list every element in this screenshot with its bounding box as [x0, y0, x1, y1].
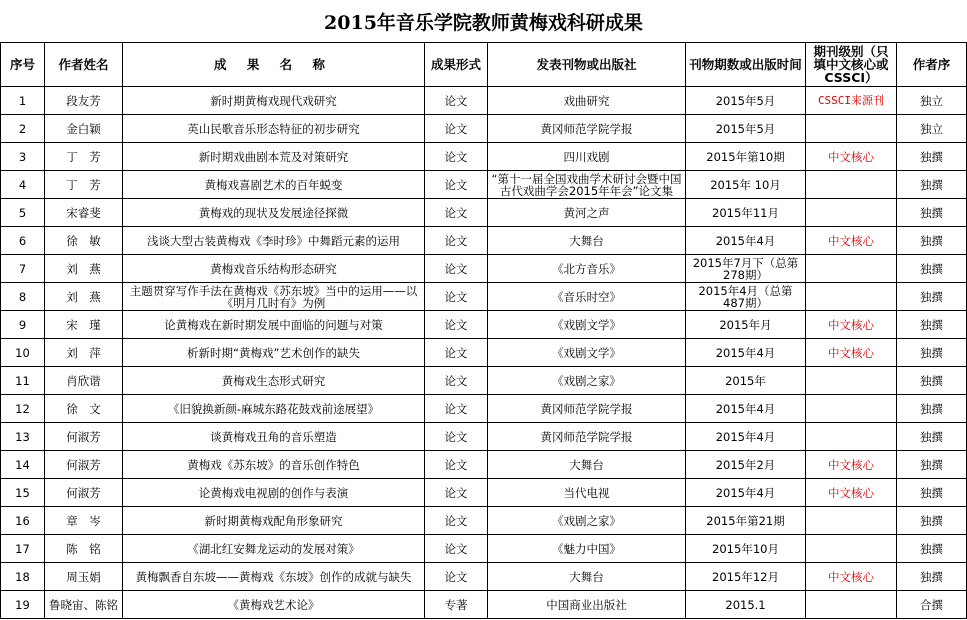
cell-level — [806, 507, 897, 535]
cell-author: 徐 文 — [45, 395, 123, 423]
cell-no: 17 — [1, 535, 45, 563]
cell-no: 12 — [1, 395, 45, 423]
cell-order: 独撰 — [897, 395, 967, 423]
cell-result: 新时期黄梅戏现代戏研究 — [123, 87, 425, 115]
cell-order: 独撰 — [897, 423, 967, 451]
cell-order: 独撰 — [897, 451, 967, 479]
cell-order: 独撰 — [897, 171, 967, 199]
cell-form: 论文 — [425, 563, 488, 591]
cell-level — [806, 255, 897, 283]
cell-date: 2015年第10期 — [686, 143, 806, 171]
cell-form: 论文 — [425, 255, 488, 283]
cell-form: 论文 — [425, 339, 488, 367]
table-row — [1, 227, 967, 255]
cell-level: CSSCI来源刊 — [806, 87, 897, 115]
cell-date: 2015年4月 — [686, 339, 806, 367]
sheet-title: 2015年音乐学院教师黄梅戏科研成果 — [0, 0, 967, 43]
cell-date: 2015年7月下（总第278期） — [686, 255, 806, 283]
cell-publication: 《戏剧之家》 — [488, 507, 686, 535]
table-row — [1, 423, 967, 451]
cell-date: 2015年4月 — [686, 423, 806, 451]
cell-form: 论文 — [425, 507, 488, 535]
cell-level — [806, 283, 897, 311]
cell-result: 析新时期“黄梅戏”艺术创作的缺失 — [123, 339, 425, 367]
cell-result: 黄梅戏生态形式研究 — [123, 367, 425, 395]
table-row — [1, 563, 967, 591]
cell-author: 何淑芳 — [45, 451, 123, 479]
cell-result: 新时期黄梅戏配角形象研究 — [123, 507, 425, 535]
cell-no: 6 — [1, 227, 45, 255]
cell-publication: 黄冈师范学院学报 — [488, 423, 686, 451]
header-author: 作者姓名 — [45, 43, 123, 87]
cell-result: 论黄梅戏电视剧的创作与表演 — [123, 479, 425, 507]
table-row — [1, 199, 967, 227]
cell-result: 谈黄梅戏丑角的音乐塑造 — [123, 423, 425, 451]
cell-form: 专著 — [425, 591, 488, 619]
cell-order: 独撰 — [897, 507, 967, 535]
cell-publication: 大舞台 — [488, 227, 686, 255]
table-row — [1, 591, 967, 619]
cell-level: 中文核心 — [806, 339, 897, 367]
cell-date: 2015年月 — [686, 311, 806, 339]
cell-result: 《旧貌换新颜-麻城东路花鼓戏前途展望》 — [123, 395, 425, 423]
cell-form: 论文 — [425, 115, 488, 143]
table-row — [1, 87, 967, 115]
header-date: 刊物期数或出版时间 — [686, 43, 806, 87]
cell-author: 金白颖 — [45, 115, 123, 143]
cell-form: 论文 — [425, 199, 488, 227]
cell-result: 黄梅戏《苏东坡》的音乐创作特色 — [123, 451, 425, 479]
cell-level — [806, 395, 897, 423]
cell-no: 1 — [1, 87, 45, 115]
table-row — [1, 395, 967, 423]
cell-no: 8 — [1, 283, 45, 311]
cell-form: 论文 — [425, 479, 488, 507]
cell-publication: 《北方音乐》 — [488, 255, 686, 283]
cell-author: 刘 萍 — [45, 339, 123, 367]
results-table — [0, 42, 967, 619]
cell-level: 中文核心 — [806, 563, 897, 591]
cell-order: 独撰 — [897, 199, 967, 227]
cell-level — [806, 535, 897, 563]
cell-form: 论文 — [425, 171, 488, 199]
table-row — [1, 171, 967, 199]
cell-date: 2015年4月 — [686, 479, 806, 507]
cell-date: 2015年5月 — [686, 115, 806, 143]
cell-publication: 大舞台 — [488, 563, 686, 591]
cell-result: 黄梅飘香自东坡——黄梅戏《东坡》创作的成就与缺失 — [123, 563, 425, 591]
cell-no: 4 — [1, 171, 45, 199]
table-row — [1, 451, 967, 479]
cell-publication: 当代电视 — [488, 479, 686, 507]
cell-result: 黄梅戏音乐结构形态研究 — [123, 255, 425, 283]
cell-author: 刘 燕 — [45, 283, 123, 311]
cell-no: 11 — [1, 367, 45, 395]
cell-level — [806, 591, 897, 619]
table-row — [1, 367, 967, 395]
cell-result: 黄梅戏的现状及发展途径探微 — [123, 199, 425, 227]
cell-form: 论文 — [425, 423, 488, 451]
cell-order: 合撰 — [897, 591, 967, 619]
cell-author: 徐 敏 — [45, 227, 123, 255]
cell-no: 15 — [1, 479, 45, 507]
cell-form: 论文 — [425, 535, 488, 563]
cell-date: 2015年12月 — [686, 563, 806, 591]
cell-order: 独撰 — [897, 339, 967, 367]
cell-form: 论文 — [425, 283, 488, 311]
cell-order: 独撰 — [897, 227, 967, 255]
cell-no: 7 — [1, 255, 45, 283]
cell-form: 论文 — [425, 87, 488, 115]
cell-author: 何淑芳 — [45, 479, 123, 507]
table-row — [1, 115, 967, 143]
cell-form: 论文 — [425, 227, 488, 255]
cell-no: 5 — [1, 199, 45, 227]
cell-level — [806, 199, 897, 227]
cell-publication: 黄冈师范学院学报 — [488, 395, 686, 423]
cell-level: 中文核心 — [806, 143, 897, 171]
cell-no: 2 — [1, 115, 45, 143]
cell-date: 2015.1 — [686, 591, 806, 619]
cell-date: 2015年 10月 — [686, 171, 806, 199]
cell-result: 主题贯穿写作手法在黄梅戏《苏东坡》当中的运用——以《明月几时有》为例 — [123, 283, 425, 311]
cell-result: 《黄梅戏艺术论》 — [123, 591, 425, 619]
header-level: 期刊级别（只填中文核心或CSSCI） — [806, 43, 897, 87]
cell-author: 宋睿斐 — [45, 199, 123, 227]
cell-order: 独撰 — [897, 479, 967, 507]
cell-no: 16 — [1, 507, 45, 535]
table-row — [1, 339, 967, 367]
cell-form: 论文 — [425, 367, 488, 395]
cell-level — [806, 115, 897, 143]
cell-author: 陈 铭 — [45, 535, 123, 563]
cell-result: 论黄梅戏在新时期发展中面临的问题与对策 — [123, 311, 425, 339]
table-row — [1, 255, 967, 283]
cell-publication: 四川戏剧 — [488, 143, 686, 171]
cell-order: 独撰 — [897, 563, 967, 591]
cell-publication: 戏曲研究 — [488, 87, 686, 115]
header-row — [1, 43, 967, 87]
cell-form: 论文 — [425, 451, 488, 479]
cell-result: 《湖北红安舞龙运动的发展对策》 — [123, 535, 425, 563]
cell-date: 2015年10月 — [686, 535, 806, 563]
table-row — [1, 311, 967, 339]
cell-author: 肖欣谐 — [45, 367, 123, 395]
cell-result: 英山民歌音乐形态特征的初步研究 — [123, 115, 425, 143]
cell-level: 中文核心 — [806, 311, 897, 339]
cell-publication: 《音乐时空》 — [488, 283, 686, 311]
cell-level: 中文核心 — [806, 479, 897, 507]
cell-order: 独撰 — [897, 143, 967, 171]
header-form: 成果形式 — [425, 43, 488, 87]
cell-date: 2015年2月 — [686, 451, 806, 479]
cell-date: 2015年4月（总第487期） — [686, 283, 806, 311]
table-row — [1, 479, 967, 507]
cell-publication: 《戏剧之家》 — [488, 367, 686, 395]
cell-author: 丁 芳 — [45, 143, 123, 171]
cell-date: 2015年第21期 — [686, 507, 806, 535]
cell-level: 中文核心 — [806, 227, 897, 255]
cell-level — [806, 423, 897, 451]
cell-date: 2015年11月 — [686, 199, 806, 227]
cell-level — [806, 367, 897, 395]
table-body — [1, 87, 967, 619]
cell-author: 周玉娟 — [45, 563, 123, 591]
cell-author: 何淑芳 — [45, 423, 123, 451]
header-result: 成 果 名 称 — [123, 43, 425, 87]
cell-no: 18 — [1, 563, 45, 591]
cell-publication: 黄冈师范学院学报 — [488, 115, 686, 143]
cell-date: 2015年5月 — [686, 87, 806, 115]
cell-result: 新时期戏曲剧本荒及对策研究 — [123, 143, 425, 171]
cell-order: 独撰 — [897, 311, 967, 339]
cell-order: 独撰 — [897, 255, 967, 283]
cell-order: 独撰 — [897, 535, 967, 563]
cell-form: 论文 — [425, 311, 488, 339]
table-row — [1, 535, 967, 563]
cell-no: 9 — [1, 311, 45, 339]
cell-order: 独立 — [897, 87, 967, 115]
cell-form: 论文 — [425, 395, 488, 423]
cell-no: 3 — [1, 143, 45, 171]
cell-order: 独撰 — [897, 283, 967, 311]
cell-form: 论文 — [425, 143, 488, 171]
cell-level: 中文核心 — [806, 451, 897, 479]
cell-date: 2015年4月 — [686, 227, 806, 255]
cell-no: 19 — [1, 591, 45, 619]
cell-publication: 《戏剧文学》 — [488, 339, 686, 367]
cell-no: 10 — [1, 339, 45, 367]
cell-author: 丁 芳 — [45, 171, 123, 199]
cell-publication: 《戏剧文学》 — [488, 311, 686, 339]
cell-author: 鲁晓宙、陈铭 — [45, 591, 123, 619]
cell-order: 独立 — [897, 115, 967, 143]
table-row — [1, 283, 967, 311]
cell-author: 段友芳 — [45, 87, 123, 115]
cell-author: 刘 燕 — [45, 255, 123, 283]
cell-result: 浅谈大型古装黄梅戏《李时珍》中舞蹈元素的运用 — [123, 227, 425, 255]
cell-publication: “第十一届全国戏曲学术研讨会暨中国古代戏曲学会2015年年会”论文集 — [488, 171, 686, 199]
table-row — [1, 143, 967, 171]
cell-publication: 《魅力中国》 — [488, 535, 686, 563]
header-publication: 发表刊物或出版社 — [488, 43, 686, 87]
cell-date: 2015年 — [686, 367, 806, 395]
cell-order: 独撰 — [897, 367, 967, 395]
cell-date: 2015年4月 — [686, 395, 806, 423]
cell-no: 14 — [1, 451, 45, 479]
cell-result: 黄梅戏喜剧艺术的百年蜕变 — [123, 171, 425, 199]
cell-publication: 大舞台 — [488, 451, 686, 479]
cell-publication: 黄河之声 — [488, 199, 686, 227]
table-row — [1, 507, 967, 535]
cell-author: 章 岑 — [45, 507, 123, 535]
cell-no: 13 — [1, 423, 45, 451]
cell-publication: 中国商业出版社 — [488, 591, 686, 619]
header-order: 作者序 — [897, 43, 967, 87]
header-no: 序号 — [1, 43, 45, 87]
cell-level — [806, 171, 897, 199]
cell-author: 宋 瑾 — [45, 311, 123, 339]
